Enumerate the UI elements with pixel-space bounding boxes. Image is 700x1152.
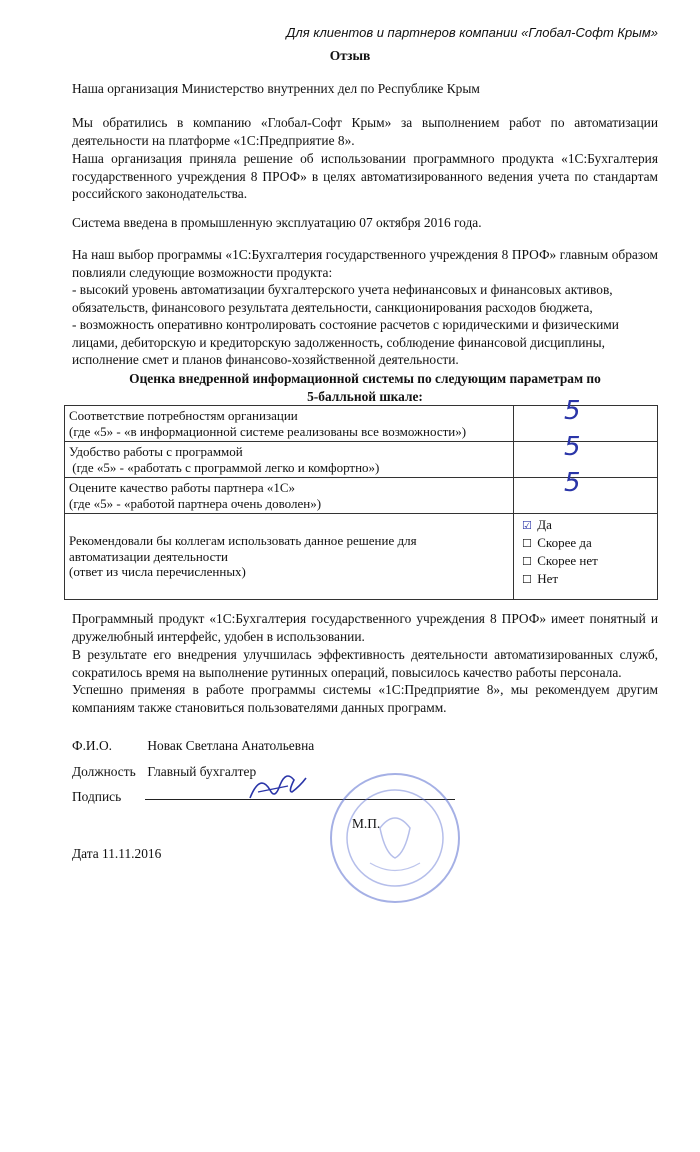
conclusion-1: Программный продукт «1С:Бухгалтерия государственного учреждения 8 ПРОФ» имеет понятный и дружелюбный интерфейс, удобен в использовании. [72,611,658,644]
checkbox-icon: ☐ [522,537,532,550]
header-note: Для клиентов и партнеров компании «Глобал-Софт Крым» [286,25,658,40]
table-title-line-1: Оценка внедренной информационной системы по следующим параметрам по [129,371,601,386]
option-rather-no[interactable]: ☐ Скорее нет [522,553,598,568]
fio-label: Ф.И.О. [72,738,112,753]
checkbox-checked-icon: ☑ [522,519,532,532]
question-cell [65,514,514,600]
paragraph-3: Система введена в промышленную эксплуатацию 07 октября 2016 года. [72,215,482,230]
conclusion-3: Успешно применяя в работе программы системы «1С:Предприятие 8», мы рекомендуем другим компаниям также становиться пользователями данных программ. [72,682,658,715]
signature-row [72,789,144,805]
organization-line: Наша организация Министерство внутренних дел по Республике Крым [72,81,480,96]
score-cell [514,432,658,478]
conclusion-2: В результате его внедрения улучшилась эффективность деятельности автоматизированных служб, сократилось время на выполнение рутинных операций, повысилось качество работы персонала. [72,647,658,680]
signature-icon [240,768,310,808]
paragraph-4: На наш выбор программы «1С:Бухгалтерия государственного учреждения 8 ПРОФ» главным образом повлияли следующие возможности продукта: [72,247,658,280]
question-hint: (где «5» - «работать с программой легко и комфортно») [69,459,380,475]
paragraph-1: Мы обратились в компанию «Глобал-Софт Крым» за выполнением работ по автоматизации деятельности на платформе «1С:Предприятие 8». [72,115,658,148]
position-label: Должность [72,764,136,779]
handwritten-score: 5 [564,432,581,462]
table-title-line-2: 5-балльной шкале: [307,389,423,404]
checkbox-icon: ☐ [522,555,532,568]
question-hint: (ответ из числа перечисленных) [69,564,246,580]
position-value: Главный бухгалтер [147,764,257,779]
fio-value: Новак Светлана Анатольевна [147,738,315,753]
question-title-cont: автоматизации деятельности [69,548,229,564]
question-title: Удобство работы с программой [69,444,243,459]
option-no[interactable]: ☐ Нет [522,571,559,586]
handwritten-score: 5 [564,396,581,426]
question-title: Рекомендовали бы коллегам использовать данное решение для [69,533,417,549]
question-cell [65,406,514,442]
paragraph-2: Наша организация приняла решение об использовании программного продукта «1С:Бухгалтерия государственного учреждения 8 ПРОФ» в целях автоматизированного ведения учета по стандартам российского законодательства. [72,151,658,201]
stamp-icon [320,768,470,908]
table-row [65,514,658,600]
date: Дата 11.11.2016 [72,846,162,861]
checkbox-icon: ☐ [522,573,532,586]
score-cell [514,468,658,514]
option-rather-yes[interactable]: ☐ Скорее да [522,535,592,550]
bullet-2: - возможность оперативно контролировать состояние расчетов с юридическими и физическими лицами, дебиторскую и кредиторскую задолженность, соблюдение финансовой дисциплины, исполнение смет и планов финансово-хозяйственной деятельности. [72,317,619,367]
handwritten-score: 5 [564,468,581,498]
question-title: Соответствие потребностям организации [69,408,298,423]
stamp-label: М.П. [352,816,381,831]
bullet-1: - высокий уровень автоматизации бухгалтерского учета нефинансовых и финансовых активов, обязательств, финансового результата деятельности, санкционирования расходов бюджета, [72,282,613,315]
fio-row [72,738,314,754]
signature-label: Подпись [72,789,122,804]
score-cell [514,396,658,442]
question-cell [65,442,514,478]
option-yes[interactable]: ☑ Да [522,517,552,532]
position-row [72,764,256,780]
question-hint: (где «5» - «работой партнера очень доволен») [69,495,322,511]
options-cell [514,514,658,600]
question-title: Оцените качество работы партнера «1С» [69,480,296,495]
question-cell [65,478,514,514]
question-hint: (где «5» - «в информационной системе реализованы все возможности») [69,423,467,439]
document-title: Отзыв [329,48,371,63]
table-row [65,478,658,514]
